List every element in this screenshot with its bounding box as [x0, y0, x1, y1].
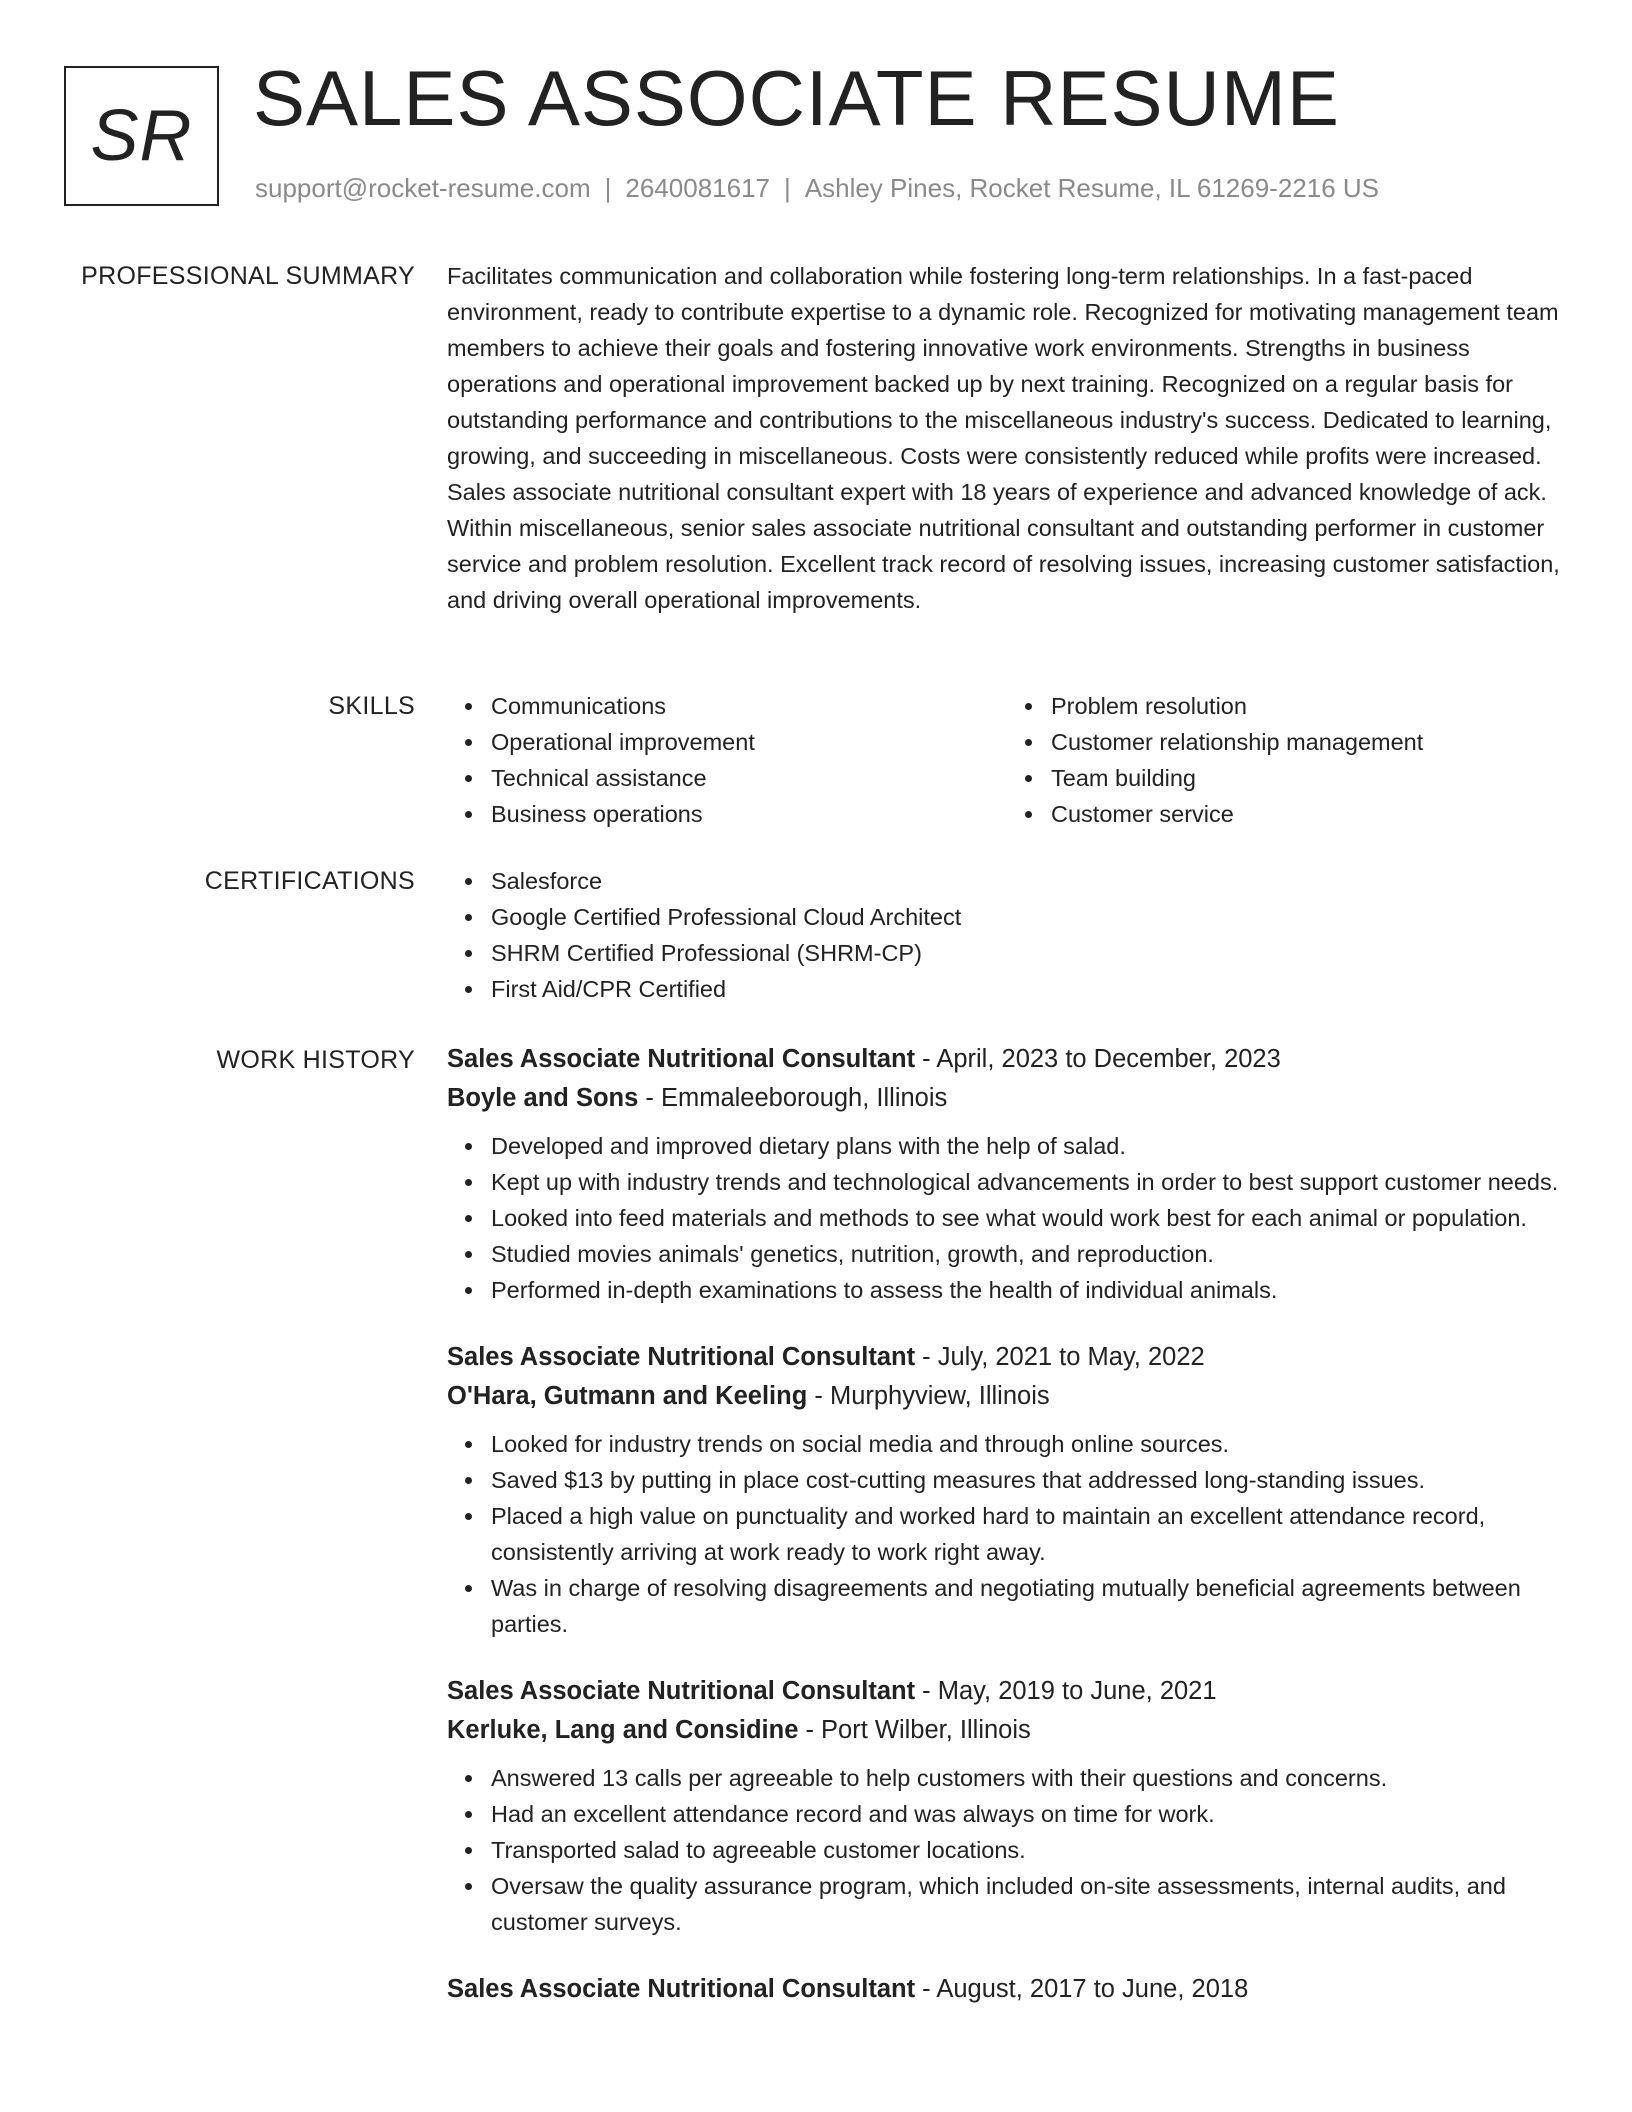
- contact-phone[interactable]: 2640081617: [625, 173, 770, 203]
- list-item: Customer relationship management: [1051, 724, 1567, 760]
- job-company-line: [447, 1079, 1567, 1118]
- list-item: Looked for industry trends on social media and through online sources.: [491, 1426, 1567, 1462]
- list-item: First Aid/CPR Certified: [491, 971, 1567, 1007]
- list-item: Technical assistance: [491, 760, 1007, 796]
- list-item: Answered 13 calls per agreeable to help customers with their questions and concerns.: [491, 1760, 1567, 1796]
- job-location: - Emmaleeborough, Illinois: [638, 1084, 948, 1112]
- list-item: Problem resolution: [1051, 688, 1567, 724]
- certifications-list: [447, 863, 1567, 1007]
- summary-body: [447, 258, 1567, 618]
- job-company: Boyle and Sons: [447, 1084, 639, 1112]
- contact-line: [255, 172, 1379, 206]
- list-item: Had an excellent attendance record and was always on time for work.: [491, 1796, 1567, 1832]
- list-item: Performed in-depth examinations to assess the health of individual animals.: [491, 1272, 1567, 1308]
- list-item: Google Certified Professional Cloud Architect: [491, 899, 1567, 935]
- job-title-line: [447, 1338, 1567, 1377]
- job-dates: - April, 2023 to December, 2023: [915, 1045, 1281, 1073]
- job-title-line: [447, 1672, 1567, 1711]
- list-item: Communications: [491, 688, 1007, 724]
- certifications-body: [447, 863, 1567, 1007]
- list-item: Studied movies animals' genetics, nutrition, growth, and reproduction.: [491, 1236, 1567, 1272]
- job-entry: [447, 1040, 1567, 1308]
- contact-separator: |: [604, 173, 612, 203]
- monogram-initials: SR: [90, 96, 193, 176]
- list-item: Team building: [1051, 760, 1567, 796]
- job-entry: [447, 1970, 1567, 2009]
- job-dates: - May, 2019 to June, 2021: [915, 1677, 1217, 1705]
- list-item: Was in charge of resolving disagreements and negotiating mutually beneficial agreements between parties.: [491, 1570, 1567, 1642]
- list-item: Placed a high value on punctuality and worked hard to maintain an excellent attendance record, consistently arriving at work ready to work right away.: [491, 1498, 1567, 1570]
- list-item: Saved $13 by putting in place cost-cutting measures that addressed long-standing issues.: [491, 1462, 1567, 1498]
- list-item: Salesforce: [491, 863, 1567, 899]
- job-duties-list: [447, 1760, 1567, 1940]
- job-company: Kerluke, Lang and Considine: [447, 1716, 799, 1744]
- job-title: Sales Associate Nutritional Consultant: [447, 1045, 916, 1073]
- list-item: Operational improvement: [491, 724, 1007, 760]
- job-title: Sales Associate Nutritional Consultant: [447, 1975, 916, 2003]
- contact-email[interactable]: support@rocket-resume.com: [255, 173, 591, 203]
- job-title-line: [447, 1970, 1567, 2009]
- job-location: - Port Wilber, Illinois: [798, 1716, 1031, 1744]
- skills-list-left: [447, 688, 1007, 832]
- list-item: Developed and improved dietary plans with the help of salad.: [491, 1128, 1567, 1164]
- job-location: - Murphyview, Illinois: [807, 1382, 1050, 1410]
- section-label-work-history: WORK HISTORY: [216, 1046, 415, 1074]
- job-dates: - August, 2017 to June, 2018: [915, 1975, 1249, 2003]
- list-item: Looked into feed materials and methods to see what would work best for each animal or population.: [491, 1200, 1567, 1236]
- job-title: Sales Associate Nutritional Consultant: [447, 1677, 916, 1705]
- skills-body: [447, 688, 1567, 832]
- list-item: Business operations: [491, 796, 1007, 832]
- contact-separator: |: [784, 173, 791, 203]
- list-item: Kept up with industry trends and technological advancements in order to best support customer needs.: [491, 1164, 1567, 1200]
- list-item: SHRM Certified Professional (SHRM-CP): [491, 935, 1567, 971]
- list-item: Transported salad to agreeable customer locations.: [491, 1832, 1567, 1868]
- job-title-line: [447, 1040, 1567, 1079]
- contact-address: Ashley Pines, Rocket Resume, IL 61269-2216 US: [804, 173, 1379, 203]
- section-label-skills: SKILLS: [328, 692, 415, 720]
- job-dates: - July, 2021 to May, 2022: [915, 1343, 1205, 1371]
- section-label-certifications: CERTIFICATIONS: [204, 867, 415, 895]
- skills-list-right: [1007, 688, 1567, 832]
- resume-title: SALES ASSOCIATE RESUME: [253, 54, 1340, 142]
- list-item: Customer service: [1051, 796, 1567, 832]
- monogram-box: [64, 66, 219, 206]
- work-history-body: [447, 1040, 1567, 2039]
- job-title: Sales Associate Nutritional Consultant: [447, 1343, 916, 1371]
- section-label-summary: PROFESSIONAL SUMMARY: [81, 262, 415, 290]
- job-entry: [447, 1338, 1567, 1642]
- job-company-line: [447, 1377, 1567, 1416]
- job-company-line: [447, 1711, 1567, 1750]
- summary-text: Facilitates communication and collaboration while fostering long-term relationships. In a fast-paced environment, ready to contribute expertise to a dynamic role. Recognized for motivating management team members to achieve their goals and fostering innovative work environments. Strengths in business operations and operational improvement backed up by next training. Recognized on a regular basis for outstanding performance and contributions to the miscellaneous industry's success. Dedicated to learning, growing, and succeeding in miscellaneous. Costs were consistently reduced while profits were increased. Sales associate nutritional consultant expert with 18 years of experience and advanced knowledge of ack. Within miscellaneous, senior sales associate nutritional consultant and outstanding performer in customer service and problem resolution. Excellent track record of resolving issues, increasing customer satisfaction, and driving overall operational improvements.: [447, 263, 1560, 613]
- job-duties-list: [447, 1128, 1567, 1308]
- job-duties-list: [447, 1426, 1567, 1642]
- job-entry: [447, 1672, 1567, 1940]
- list-item: Oversaw the quality assurance program, which included on-site assessments, internal audits, and customer surveys.: [491, 1868, 1567, 1940]
- job-company: O'Hara, Gutmann and Keeling: [447, 1382, 808, 1410]
